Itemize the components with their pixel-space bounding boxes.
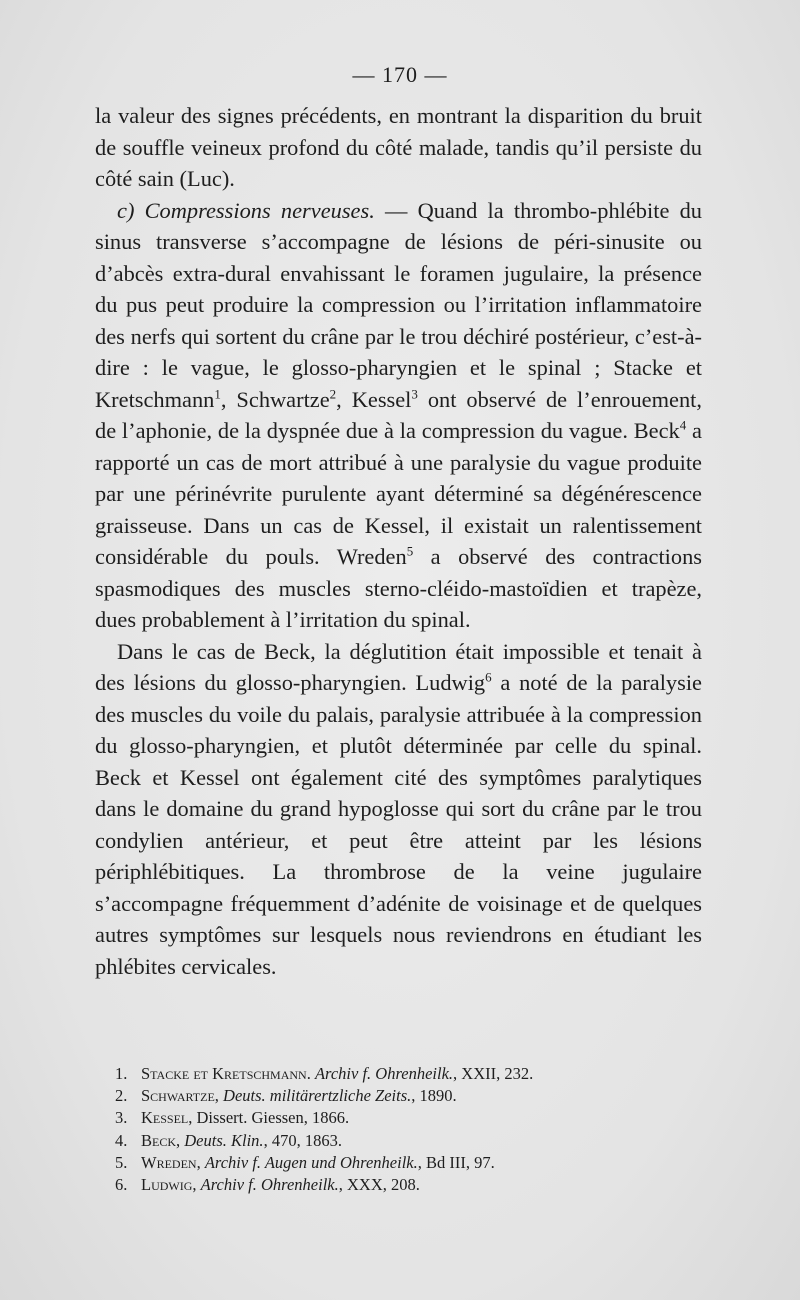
footnote-author: Beck, (141, 1130, 181, 1150)
footnote-number: 4. (115, 1130, 128, 1150)
footnote-title: Deuts. Klin. (184, 1130, 264, 1150)
footnote-ref: 1 (214, 386, 221, 402)
section-heading: c) Compressions nerveuses. (117, 197, 375, 223)
footnote-author: Kessel, (141, 1108, 193, 1128)
footnote (115, 1174, 715, 1196)
footnotes (115, 1063, 715, 1196)
text-run: Dans le cas de Beck, la déglutition était impossible et tenait à des lésions du glosso-pharyngien. Ludwig (95, 638, 702, 695)
footnote-number: 6. (115, 1175, 128, 1195)
paragraph-2 (95, 195, 702, 636)
footnote (115, 1063, 715, 1085)
paragraph-3 (95, 636, 702, 983)
footnote-rest: , 470, 1863. (263, 1130, 342, 1150)
footnote-ref: 2 (329, 386, 337, 402)
footnote (115, 1107, 715, 1129)
footnote-title: Deuts. militärertzliche Zeits. (223, 1086, 412, 1106)
footnote-number: 3. (115, 1108, 128, 1128)
footnote-rest: , XXII, 232. (453, 1064, 534, 1083)
footnote-title: Archiv f. Ohrenheilk. (314, 1064, 454, 1083)
text-run: a rapporté un cas de mort attribué à une paralysie du vague produite par une périnévrite purulente ayant déterminé sa dégénérescence graisseuse. Dans un cas de Kessel, il existait un ralentissement considérable du pouls. Wreden (95, 418, 702, 569)
footnote-author: Wreden, (141, 1152, 201, 1172)
footnote-ref: 5 (406, 543, 414, 559)
footnote-author: Stacke et Kretschmann. (141, 1064, 311, 1083)
text-run: a noté de la paralysie des muscles du voile du palais, paralysie attribuée à la compression du glosso-pharyngien, et plutôt déterminée par celle du spinal. Beck et Kessel ont également cité des symptômes paralytiques dans le domaine du grand hypoglosse qui sort du crâne par le trou condylien antérieur, et peut être atteint par les lésions périphlébitiques. La thrombrose de la veine jugulaire s’accompagne fréquemment d’adénite de voisinage et de quelques autres symptômes sur lesquels nous reviendrons en étudiant les phlébites cervicales. (95, 670, 702, 979)
footnote-ref: 4 (679, 417, 687, 433)
text-run: , Kessel (336, 386, 412, 412)
footnote-rest: , XXX, 208. (338, 1175, 420, 1195)
text-run: ont observé de l’enrouement, de l’aphonie, de la dyspnée due à la compression du vague. Beck (95, 386, 702, 443)
footnote (115, 1130, 715, 1152)
footnote-title: Archiv f. Augen und Ohrenheilk. (204, 1152, 418, 1172)
footnote-number: 2. (115, 1086, 128, 1106)
footnote (115, 1152, 715, 1174)
footnote-rest: , 1890. (411, 1086, 457, 1106)
paragraph-1: la valeur des signes précédents, en montrant la disparition du bruit de souffle veineux profond du côté malade, tandis qu’il persiste du côté sain (Luc). (95, 103, 702, 191)
footnote-rest: , Bd III, 97. (417, 1152, 495, 1172)
footnote-rest: Dissert. Giessen, 1866. (196, 1108, 350, 1128)
body-text (95, 100, 702, 982)
text-run: a observé des contractions spasmodiques des muscles sterno-cléido-mastoïdien et trapèze, dues probablement à l’irritation du spinal. (95, 544, 702, 632)
footnote-number: 1. (115, 1064, 128, 1083)
footnote-author: Ludwig, (141, 1175, 197, 1195)
footnote-title: Archiv f. Ohrenheilk. (200, 1175, 339, 1195)
footnote-author: Schwartze, (141, 1086, 219, 1106)
page-number: — 170 — (352, 62, 448, 87)
text-run: — Quand la thrombo-phlébite du sinus transverse s’accompagne de lésions de péri-sinusite ou d’abcès extra-dural envahissant le foramen jugulaire, la présence du pus peut produire la compression ou l’irritation inflammatoire des nerfs qui sortent du crâne par le trou déchiré postérieur, c’est-à-dire : le vague, le glosso-pharyngien et le spinal ; Stacke et Kretschmann (95, 197, 702, 412)
footnote-ref: 3 (411, 386, 418, 402)
footnote (115, 1085, 715, 1107)
footnote-ref: 6 (485, 669, 492, 685)
text-run: , Schwartze (220, 386, 330, 412)
footnote-number: 5. (115, 1152, 128, 1172)
